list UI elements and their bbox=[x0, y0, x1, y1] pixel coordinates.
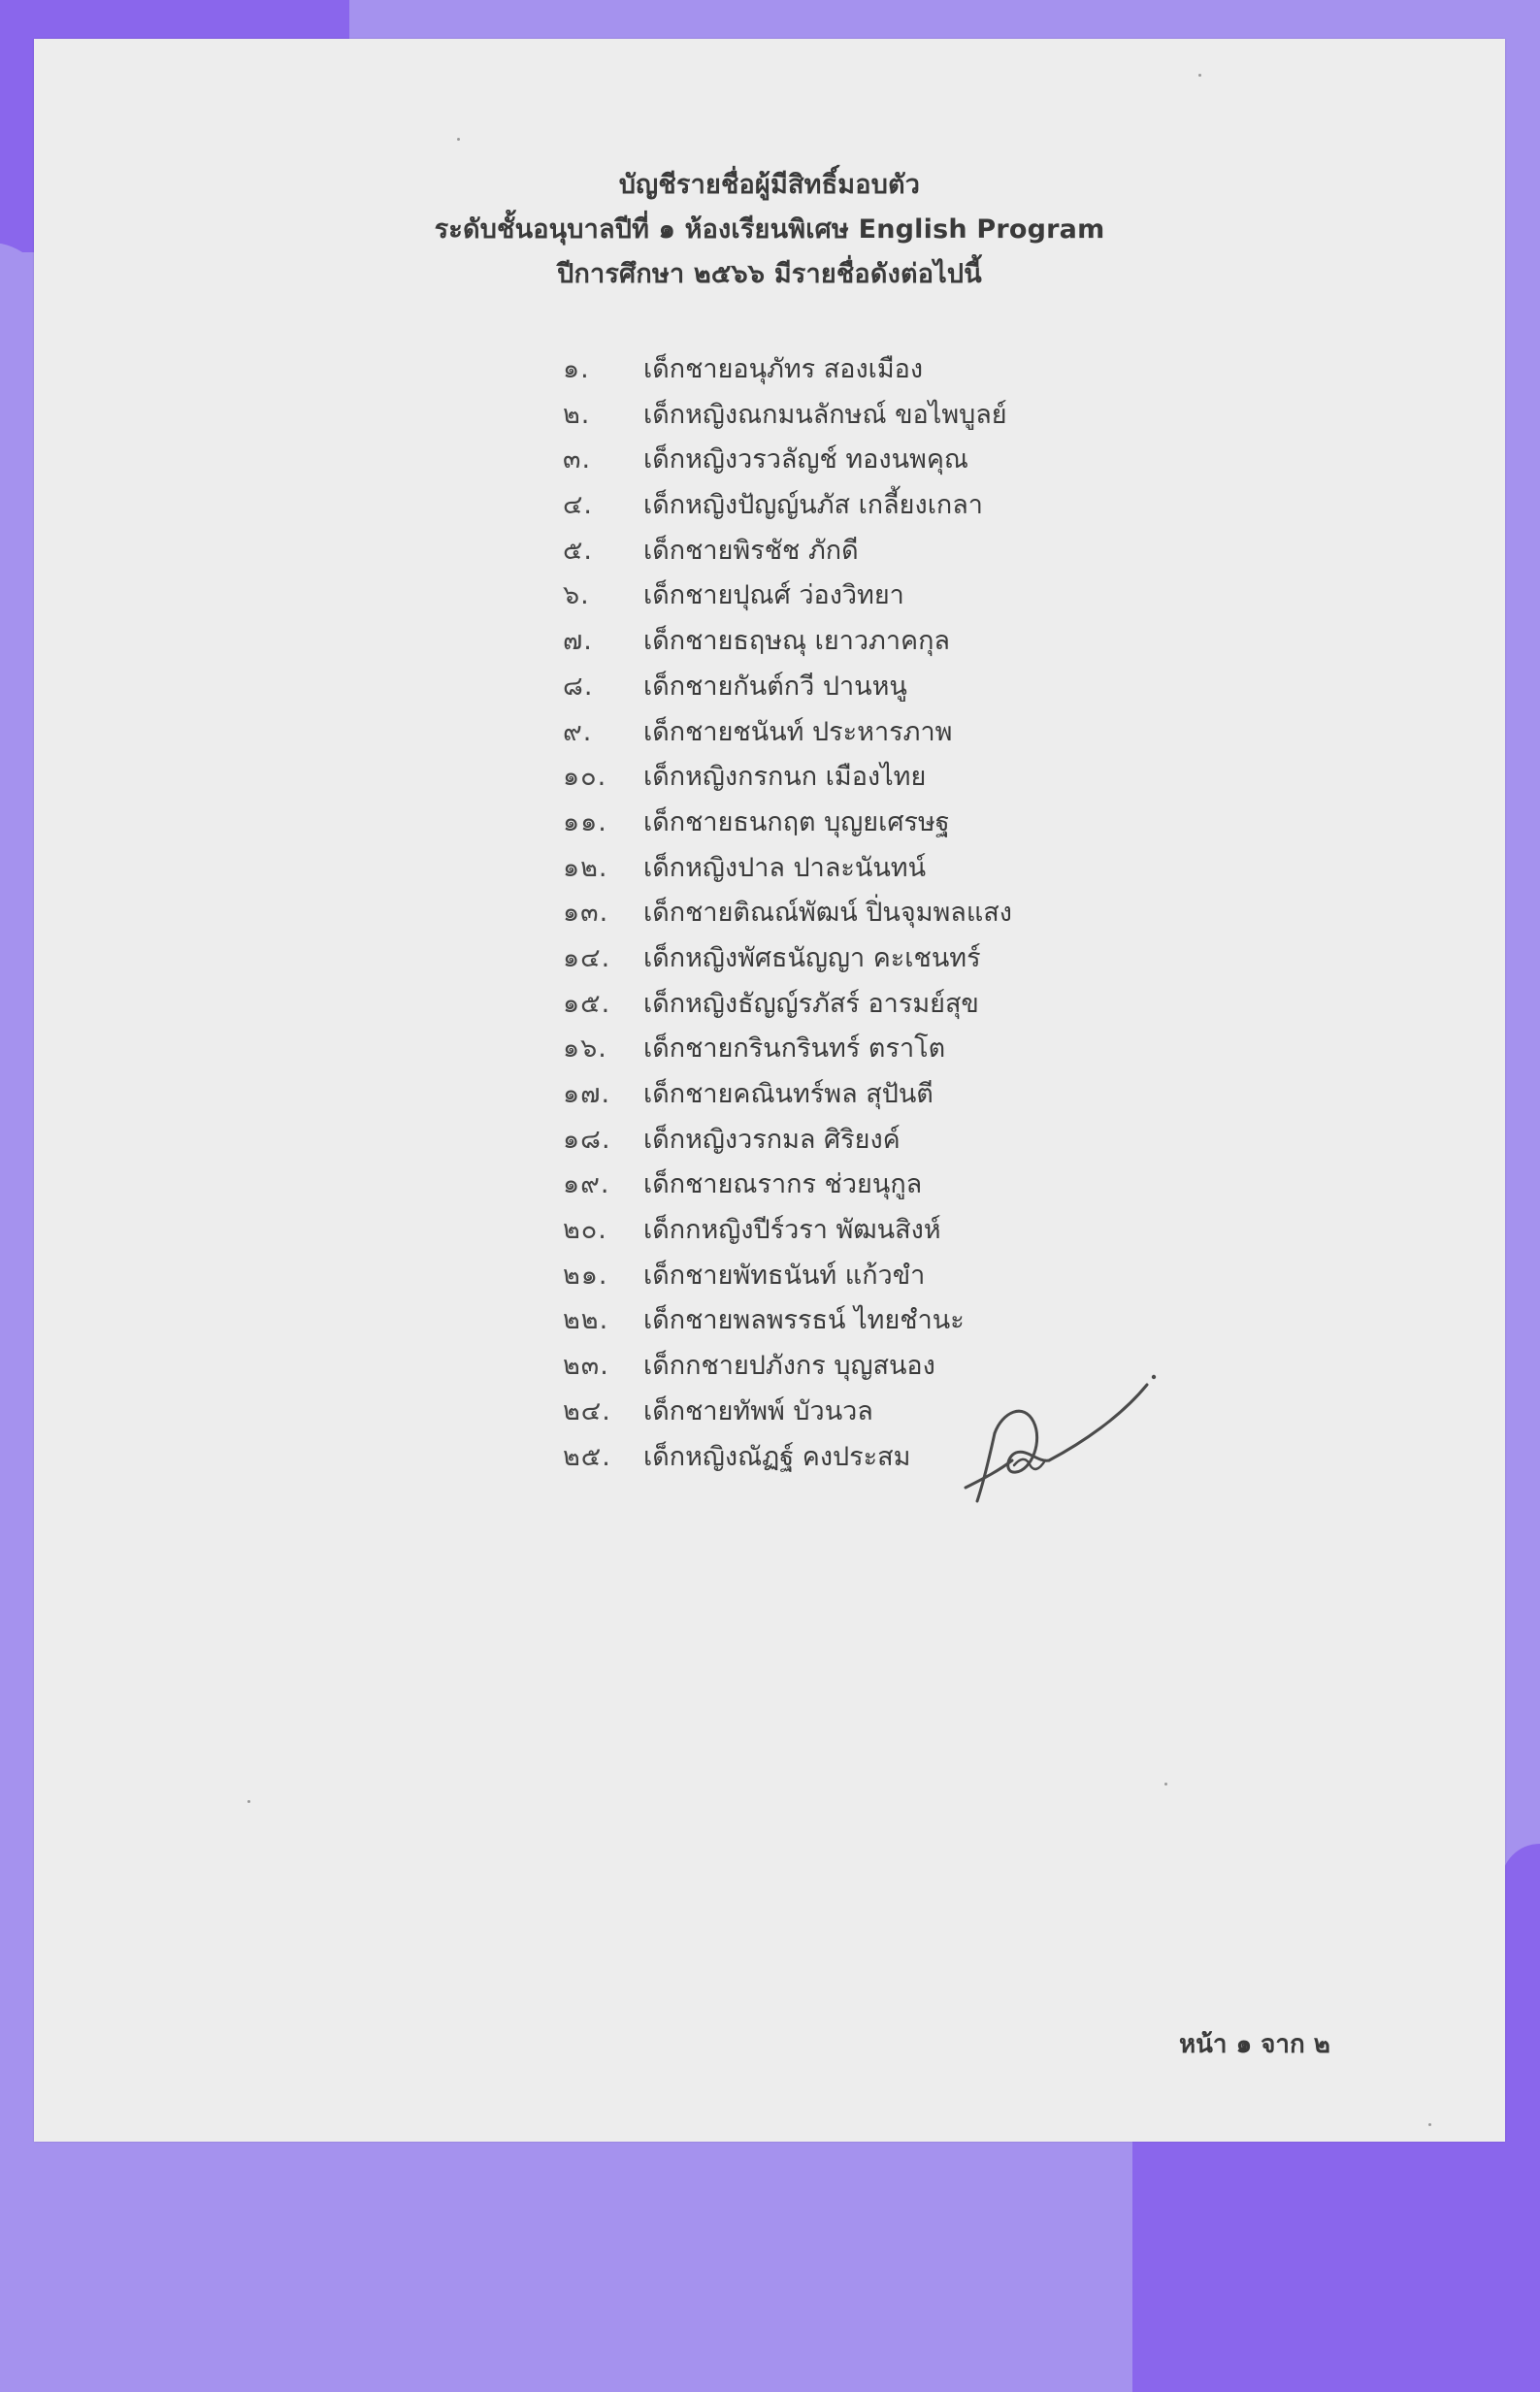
scan-speck bbox=[247, 1800, 250, 1803]
document-heading bbox=[34, 163, 1505, 297]
item-number: ๗. bbox=[563, 626, 593, 657]
student-name: เด็กหญิงวรวลัญช์ ทองนพคุณ bbox=[643, 444, 968, 475]
document-page bbox=[34, 39, 1505, 2142]
student-list bbox=[563, 347, 1242, 1480]
student-name: เด็กชายติณณ์พัฒน์ ปิ่นจุมพลแสง bbox=[643, 898, 1012, 929]
student-name: เด็กชายพิรชัช ภักดี bbox=[643, 535, 859, 566]
heading-line-1: บัญชีรายชื่อผู้มีสิทธิ์มอบตัว bbox=[618, 170, 921, 200]
item-number: ๒๓. bbox=[563, 1351, 609, 1382]
list-item bbox=[563, 665, 1242, 710]
heading-line-3: ปีการศึกษา ๒๕๖๖ มีรายชื่อดังต่อไปนี้ bbox=[557, 259, 982, 289]
student-name: เด็กชายธนกฤต บุญยเศรษฐ bbox=[643, 806, 950, 837]
student-name: เด็กหญิงวรกมล ศิริยงค์ bbox=[643, 1124, 901, 1155]
item-number: ๑๘. bbox=[563, 1124, 611, 1155]
item-number: ๑๑. bbox=[563, 806, 607, 837]
item-number: ๒๐. bbox=[563, 1215, 607, 1246]
student-name: เด็กหญิงณัฏฐ์ คงประสม bbox=[643, 1441, 911, 1472]
student-name: เด็กชายกันต์กวี ปานหนู bbox=[643, 671, 907, 702]
scan-speck bbox=[1198, 74, 1201, 77]
list-item bbox=[563, 1072, 1242, 1118]
list-item bbox=[563, 573, 1242, 619]
item-number: ๓. bbox=[563, 444, 592, 475]
item-number: ๑๔. bbox=[563, 942, 611, 973]
list-item bbox=[563, 347, 1242, 393]
item-number: ๑๖. bbox=[563, 1033, 607, 1065]
item-number: ๑๗. bbox=[563, 1079, 611, 1109]
list-item bbox=[563, 891, 1242, 936]
list-item bbox=[563, 1208, 1242, 1254]
student-name: เด็กชายพลพรรธน์ ไทยชำนะ bbox=[643, 1305, 965, 1336]
student-name: เด็กชายอนุภัทร สองเมือง bbox=[643, 354, 924, 384]
student-name: เด็กชายคณินทร์พล สุปันตี bbox=[643, 1079, 934, 1109]
item-number: ๒๔. bbox=[563, 1395, 611, 1426]
list-item bbox=[563, 438, 1242, 483]
list-item bbox=[563, 801, 1242, 846]
student-name: เด็กชายปุณศ์ ว่องวิทยา bbox=[643, 580, 904, 611]
student-name: เด็กชายธฤษณุ เยาวภาคกุล bbox=[643, 626, 950, 657]
student-name: เด็กหญิงปาล ปาละนันทน์ bbox=[643, 852, 927, 883]
item-number: ๖. bbox=[563, 580, 590, 611]
scan-speck bbox=[1164, 1783, 1167, 1786]
background-curve-right bbox=[1501, 1844, 1540, 2179]
student-name: เด็กกชายปภังกร บุญสนอง bbox=[643, 1351, 935, 1382]
student-name: เด็กหญิงณกมนลักษณ์ ขอไพบูลย์ bbox=[643, 399, 1007, 430]
item-number: ๒๒. bbox=[563, 1305, 609, 1336]
item-number: ๘. bbox=[563, 671, 594, 702]
list-item bbox=[563, 1027, 1242, 1072]
list-item bbox=[563, 710, 1242, 756]
student-name: เด็กหญิงกรกนก เมืองไทย bbox=[643, 762, 927, 793]
list-item bbox=[563, 1254, 1242, 1299]
list-item bbox=[563, 1298, 1242, 1344]
student-name: เด็กชายชนันท์ ประหารภาพ bbox=[643, 716, 953, 747]
item-number: ๙. bbox=[563, 716, 593, 747]
list-item bbox=[563, 982, 1242, 1028]
student-name: เด็กชายพัทธนันท์ แก้วขำ bbox=[643, 1260, 926, 1291]
handwritten-signature bbox=[956, 1363, 1169, 1509]
item-number: ๑. bbox=[563, 354, 590, 384]
scan-speck bbox=[1428, 2123, 1431, 2126]
item-number: ๕. bbox=[563, 535, 594, 566]
list-item bbox=[563, 846, 1242, 892]
list-item bbox=[563, 1163, 1242, 1208]
list-item bbox=[563, 936, 1242, 982]
item-number: ๔. bbox=[563, 490, 594, 521]
item-number: ๒. bbox=[563, 399, 591, 430]
student-name: เด็กชายณรากร ช่วยนุกูล bbox=[643, 1169, 923, 1200]
item-number: ๑๒. bbox=[563, 852, 608, 883]
list-item bbox=[563, 619, 1242, 665]
item-number: ๒๑. bbox=[563, 1260, 608, 1291]
student-name: เด็กหญิงปัญญ์นภัส เกลี้ยงเกลา bbox=[643, 490, 983, 521]
list-item bbox=[563, 529, 1242, 574]
heading-line-2: ระดับชั้นอนุบาลปีที่ ๑ ห้องเรียนพิเศษ English Program bbox=[434, 214, 1105, 245]
page-number: หน้า ๑ จาก ๒ bbox=[1179, 2030, 1330, 2059]
scan-speck bbox=[457, 138, 460, 141]
list-item bbox=[563, 393, 1242, 439]
item-number: ๑๐. bbox=[563, 762, 607, 793]
list-item bbox=[563, 483, 1242, 529]
item-number: ๑๓. bbox=[563, 898, 609, 929]
item-number: ๒๕. bbox=[563, 1441, 611, 1472]
student-name: เด็กชายกรินกรินทร์ ตราโต bbox=[643, 1033, 946, 1065]
list-item bbox=[563, 755, 1242, 801]
list-item bbox=[563, 1118, 1242, 1163]
student-name: เด็กหญิงธัญญ์รภัสร์ อารมย์สุข bbox=[643, 988, 979, 1019]
student-name: เด็กชายทัพพ์ บัวนวล bbox=[643, 1395, 873, 1426]
item-number: ๑๙. bbox=[563, 1169, 610, 1200]
item-number: ๑๕. bbox=[563, 988, 611, 1019]
student-name: เด็กกหญิงปีร์วรา พัฒนสิงห์ bbox=[643, 1215, 941, 1246]
student-name: เด็กหญิงพัศธนัญญา คะเชนทร์ bbox=[643, 942, 981, 973]
